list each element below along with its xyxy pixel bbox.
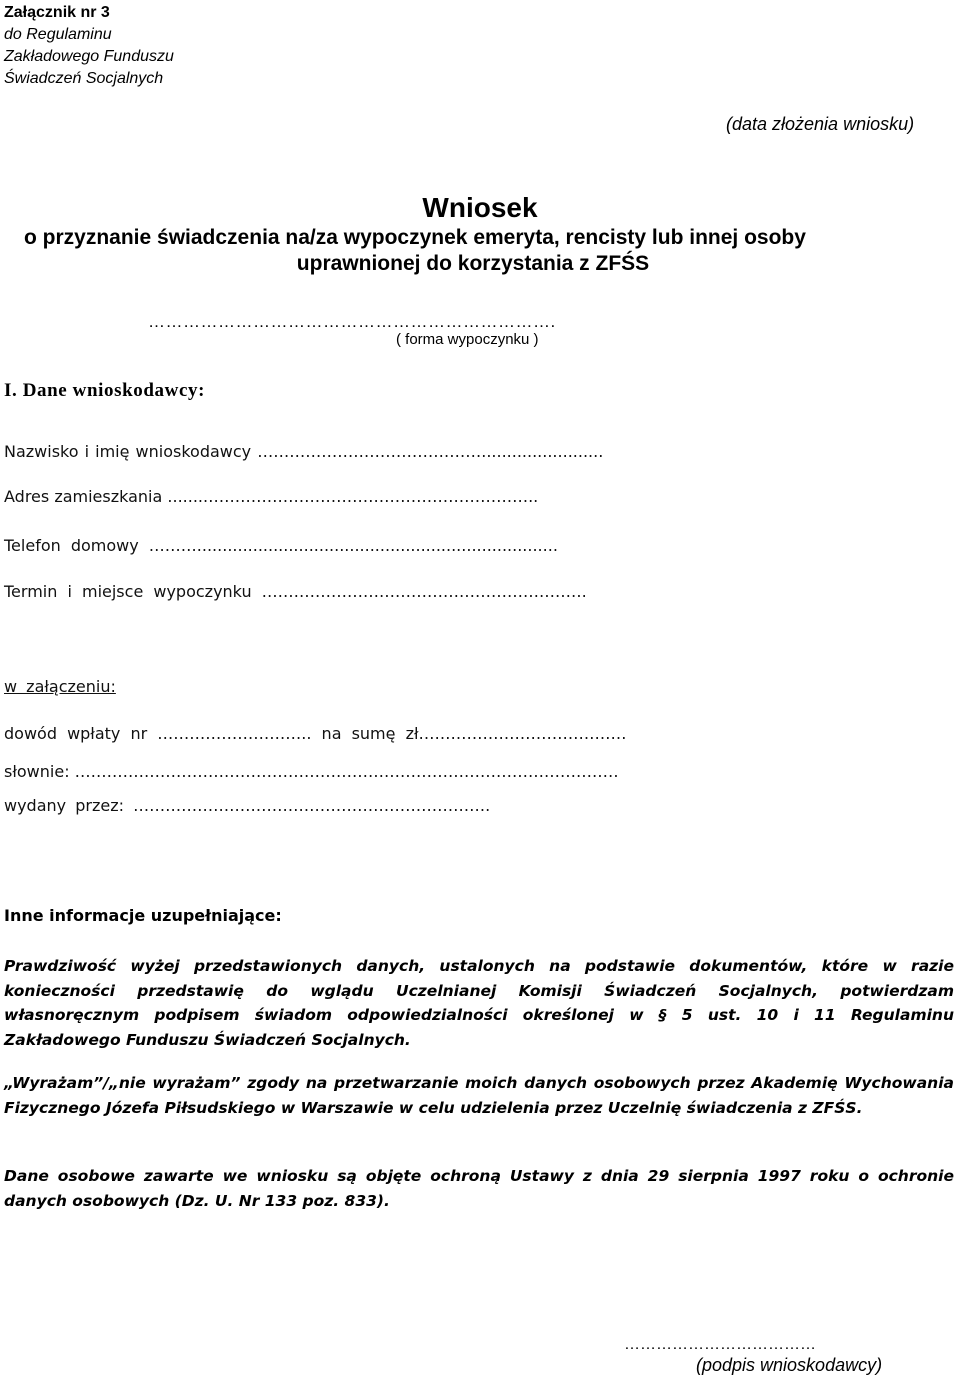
form-type-label: ( forma wypoczynku ) [396,331,539,348]
fund-name: Zakładowego Funduszu [4,48,174,65]
form-type-field[interactable]: ……………………………………………………………. [148,312,556,331]
address-field[interactable]: Adres zamieszkania ........…………………………………………………….. [4,487,539,506]
other-info-heading: Inne informacje uzupełniające: [4,906,282,925]
payment-proof-field[interactable]: dowód wpłaty nr ……………………….. na sumę zł………………………………… [4,724,627,743]
document-subtitle: o przyznanie świadczenia na/za wypoczynek emeryta, rencisty lub innej osoby [24,226,806,249]
data-consent-statement: „Wyrażam”/„nie wyrażam” zgody na przetwarzanie moich danych osobowych przez Akademię Wychowania Fizycznego Józefa Piłsudskiego w Warszawie w celu udzielenia przez Uczelnię świadczenia z ZFŚS. [4,1074,954,1117]
submission-date-note: (data złożenia wniosku) [726,114,915,134]
amount-in-words-field[interactable]: słownie: ………………………………………………………………………………………… [4,762,619,781]
data-protection-note: Dane osobowe zawarte we wniosku są objęte ochroną Ustawy z dnia 29 sierpnia 1997 roku o ochronie danych osobowych (Dz. U. Nr 133 poz. 833). [4,1167,954,1210]
truth-declaration: Prawdziwość wyżej przedstawionych danych, ustalonych na podstawie dokumentów, które w razie konieczności przedstawię do wglądu Uczelnianej Komisji Świadczeń Socjalnych, potwierdzam własnoręcznym podpisem świadom odpowiedzialności określonej w § 5 ust. 10 i 11 Regulaminu Zakładowego Funduszu Świadczeń Socjalnych. [4,957,954,1049]
applicant-name-field[interactable]: Nazwisko i imię wnioskodawcy ……………………………………........................ [4,442,604,461]
signature-line[interactable]: ……………………………… [624,1336,816,1353]
attachments-heading: w załączeniu: [4,677,116,696]
document-subtitle-cont: uprawnionej do korzystania z ZFŚS [296,252,650,275]
document-title: Wniosek [422,192,538,223]
holiday-term-place-field[interactable]: Termin i miejsce wypoczynku ……………………………………………………. [4,582,587,601]
fund-name-cont: Świadczeń Socjalnych [4,70,164,87]
regulation-ref: do Regulaminu [4,26,112,43]
issued-by-field[interactable]: wydany przez: …………………………………………………………. [4,796,491,815]
section-applicant-heading: I. Dane wnioskodawcy: [4,380,206,401]
attachment-number: Załącznik nr 3 [4,4,110,21]
signature-label: (podpis wnioskodawcy) [696,1355,883,1375]
home-phone-field[interactable]: Telefon domowy ………....................................................................... [4,536,558,555]
